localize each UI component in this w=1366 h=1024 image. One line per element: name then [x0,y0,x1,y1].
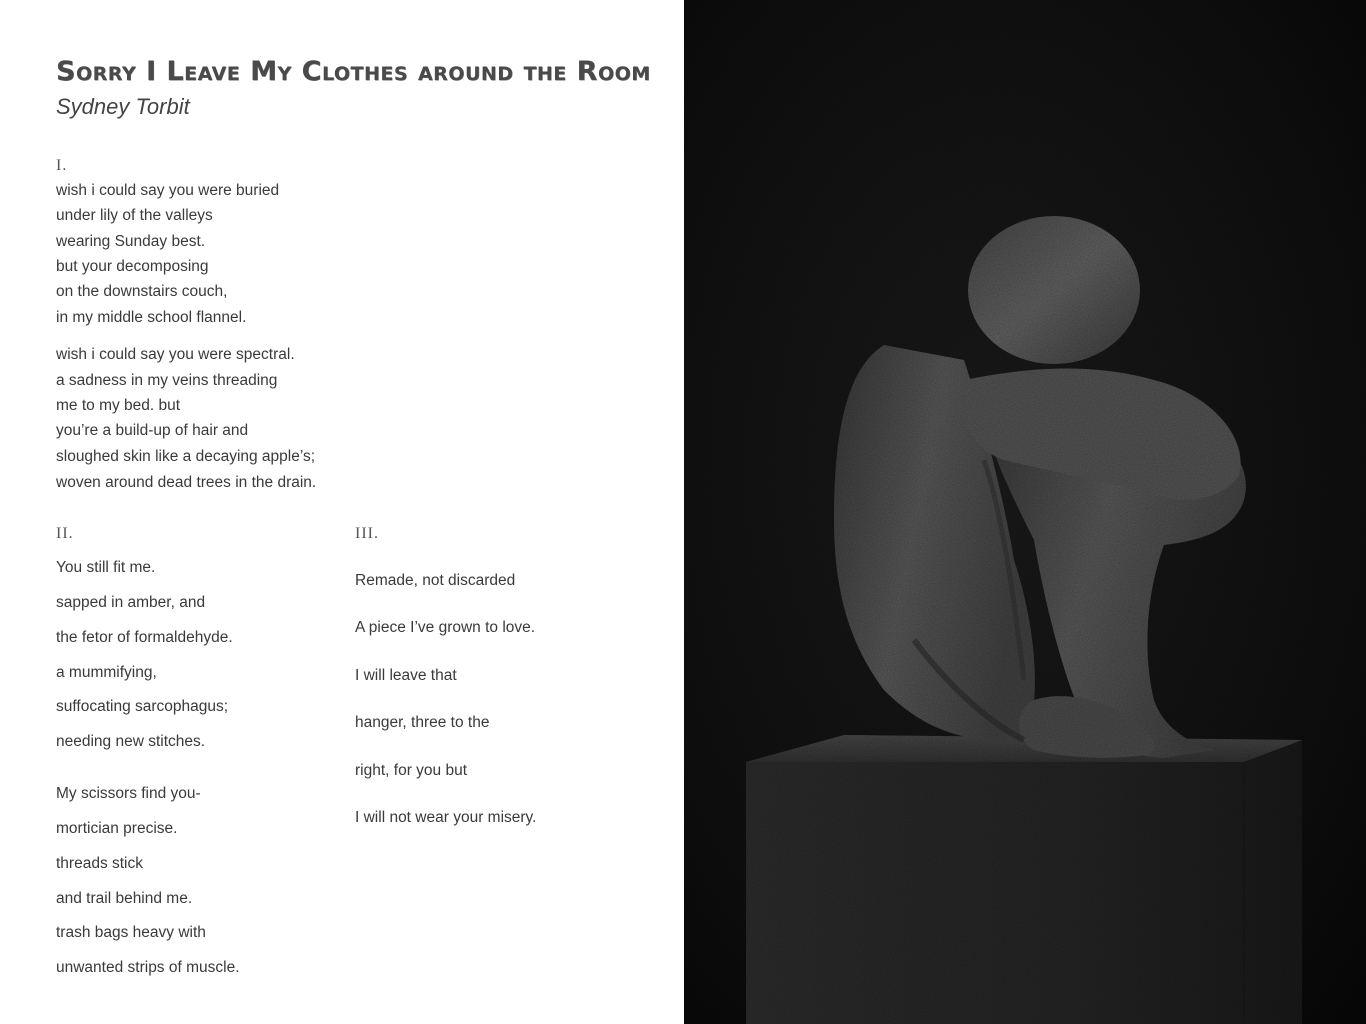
poem-line: a mummifying, [56,664,157,681]
poem-line: sloughed skin like a decaying apple’s; [56,448,316,465]
poem-line: Remade, not discarded [355,572,516,589]
poem-line: woven around dead trees in the drain. [56,474,317,491]
poem-author: Sydney Torbit [56,94,190,119]
statue-image [684,0,1366,1024]
poem-line: You still fit me. [56,559,156,576]
poem-line: A piece I’ve grown to love. [355,619,536,636]
poem-line: right, for you but [355,762,468,779]
poem-line: My scissors find you- [56,785,201,802]
poem-line: wish i could say you were buried [56,182,280,199]
poem-line: threads stick [56,855,144,872]
section-numeral-3: III. [355,525,379,542]
poem-line: wish i could say you were spectral. [56,346,295,363]
poem-line: and trail behind me. [56,890,193,907]
poem-title: Sorry I Leave My Clothes around the Room [56,56,651,87]
poem-line: a sadness in my veins threading [56,372,278,389]
poem-line: me to my bed. but [56,397,181,414]
poem-line: the fetor of formaldehyde. [56,629,233,646]
poem-line: unwanted strips of muscle. [56,959,240,976]
poem-line: under lily of the valleys [56,207,213,224]
poem-line: mortician precise. [56,820,178,837]
poem-line: needing new stitches. [56,733,206,750]
section-numeral-2: II. [56,525,74,542]
statue-photo [684,0,1366,1024]
poem-line: sapped in amber, and [56,594,206,611]
poem-line: but your decomposing [56,258,209,275]
poem-line: wearing Sunday best. [56,233,206,250]
poem-line: I will not wear your misery. [355,809,537,826]
poem-line: on the downstairs couch, [56,283,228,300]
section-numeral-1: I. [56,157,68,174]
poem-line: suffocating sarcophagus; [56,698,229,715]
poem-line: trash bags heavy with [56,924,206,941]
poem-line: I will leave that [355,667,457,684]
poem-line: in my middle school flannel. [56,309,247,326]
poem-line: hanger, three to the [355,714,490,731]
poem-line: you’re a build-up of hair and [56,422,249,439]
